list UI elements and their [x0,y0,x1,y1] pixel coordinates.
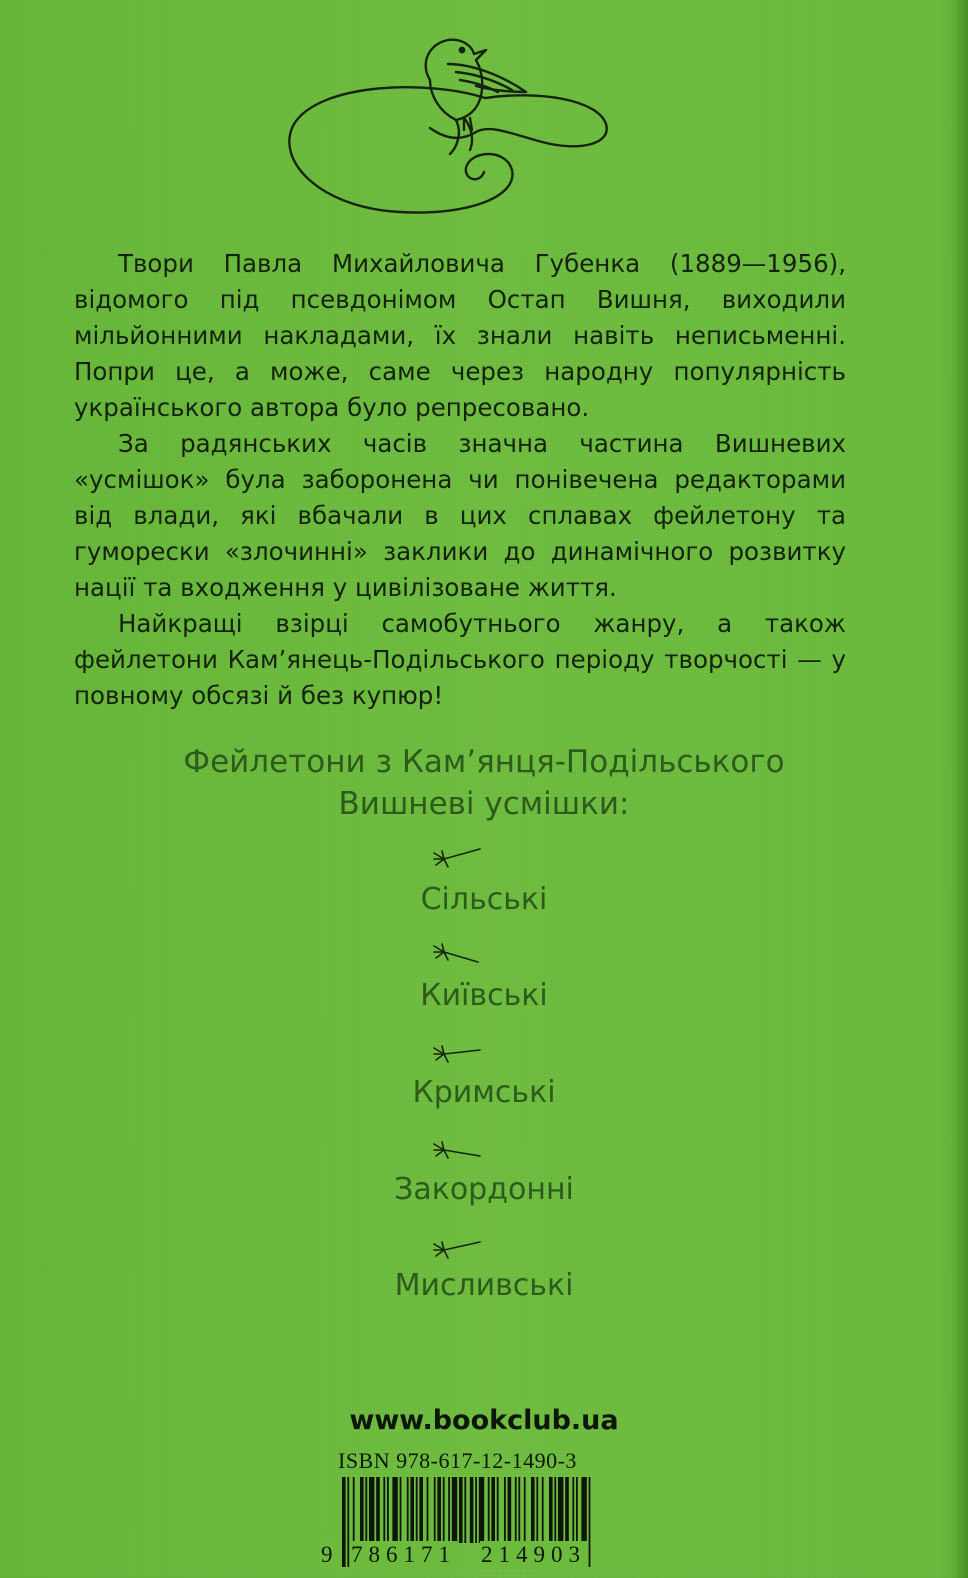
barcode-bar [491,1477,495,1543]
barcode-bar [536,1477,538,1543]
description-paragraph-2: За радянських часів значна частина Вишневих «усмішок» була заборонена чи понівечена редакторами від влади, які вбачали в цих сплавах фейлетону та гуморески «злочинні» заклики до динамічного розвитку нації та входження у цивілізоване життя. [74,429,846,602]
barcode-bar [416,1477,418,1543]
barcode-bar [576,1477,578,1543]
barcode-digit-prefix: 9 [321,1542,333,1567]
description-paragraph-3: Найкращі взірці самобутнього жанру, а також фейлетони Кам’янець-Подільського періоду творчості — у повному обсязі й без купюр! [74,609,846,710]
barcode-digits-right: 214903 [481,1542,586,1567]
series-item-kyivski: Київські [420,978,548,1013]
barcode-bar [365,1477,367,1543]
barcode-bar [392,1477,397,1543]
barcode-bar [448,1477,450,1543]
barcode-bar [383,1477,385,1543]
barcode-bar [376,1477,380,1543]
barcode-bar [488,1477,490,1543]
book-description [74,246,846,714]
barcode-bar [558,1477,563,1543]
barcode-bar [479,1477,484,1543]
barcode-bar [475,1477,477,1543]
barcode-bar [353,1477,355,1543]
barcode-bar [549,1477,553,1543]
series-title-line-1: Фейлетони з Кам’янця-Подільського [183,744,785,780]
barcode-bar [518,1477,520,1543]
barcode-digits-left: 786171 [351,1542,456,1567]
publisher-website: www.bookclub.ua [349,1405,619,1436]
barcode-bar [565,1477,569,1543]
barcode-bar [452,1477,457,1543]
barcode-bar [554,1477,556,1543]
barcode-bar [387,1477,389,1543]
barcode-bar [470,1477,474,1543]
dandelion-seed-icon [430,1138,486,1164]
barcode-bar [400,1477,402,1543]
dandelion-seed-icon [430,845,486,871]
barcode-bar [410,1477,414,1543]
barcode-bar [524,1477,526,1543]
barcode-bar [369,1477,374,1543]
dandelion-seed-icon [430,1040,486,1066]
barcode-bar [464,1477,466,1543]
barcode-bar [504,1477,506,1543]
series-item-krymski: Кримські [412,1075,556,1110]
barcode-bar [443,1477,445,1543]
dandelion-seed-icon [430,1236,486,1262]
barcode-bar [508,1477,512,1543]
barcode [320,1475,606,1575]
series-item-zakordonni: Закордонні [394,1172,574,1207]
series-item-silski: Сільські [420,882,548,917]
barcode-bar [515,1477,517,1543]
barcode-bar [581,1477,586,1543]
series-title-line-2: Вишневі усмішки: [338,786,630,822]
dandelion-seed-icon [430,940,486,966]
series-item-myslyvski: Мисливські [394,1268,574,1303]
barcode-bar [531,1477,535,1543]
barcode-bar [572,1477,574,1543]
isbn-number: ISBN 978-617-12-1490-3 [338,1448,577,1473]
barcode-bar [407,1477,409,1543]
barcode-bar [497,1477,499,1543]
barcode-bar [419,1477,423,1543]
barcode-bar [542,1477,544,1543]
barcode-bar [459,1477,463,1543]
barcode-bar [360,1477,364,1543]
barcode-bar [427,1477,429,1543]
swallow-on-flourish-icon [280,20,620,220]
cover-edge-shadow [954,0,968,1578]
barcode-digits [320,1541,606,1571]
description-paragraph-1: Твори Павла Михайловича Губенка (1889—1956), відомого під псевдонімом Остап Вишня, виходили мільйонними накладами, їх знали навіть неписьменні. Попри це, а може, саме через народну популярність українського автора було репресовано. [74,249,846,422]
